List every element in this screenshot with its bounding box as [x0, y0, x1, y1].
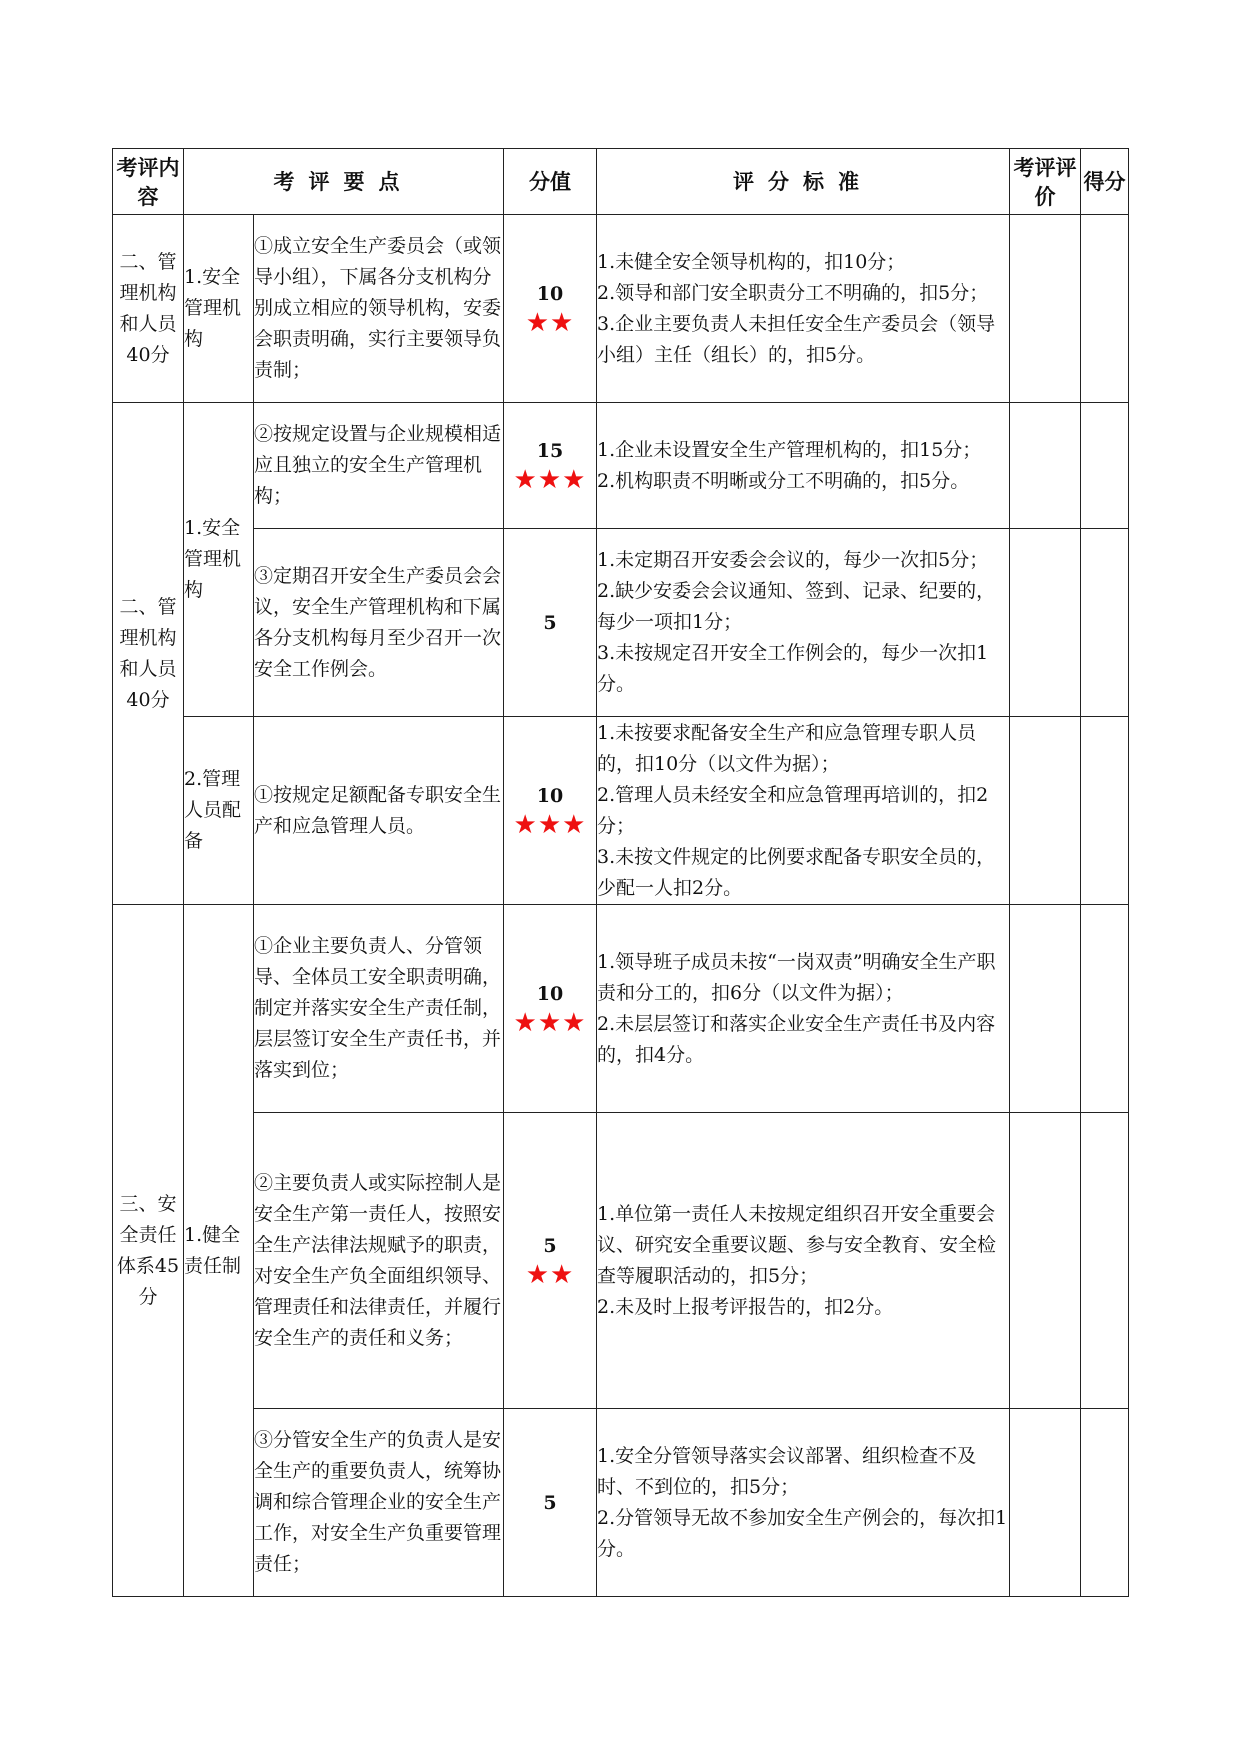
evaluation-cell[interactable] — [1010, 403, 1081, 529]
table-row — [113, 905, 1129, 1113]
evaluation-cell[interactable] — [1010, 717, 1081, 905]
star-rating-icon: ★★★ — [513, 464, 587, 495]
criteria-line: 1.未定期召开安委会会议的，每少一次扣5分； — [597, 549, 989, 571]
category-cell: 二、管理机构和人员40分 — [113, 215, 184, 403]
point-cell: ①按规定足额配备专职安全生产和应急管理人员。 — [254, 717, 504, 905]
category-cell: 三、安全责任体系45分 — [113, 905, 184, 1597]
sub-item-cell: 1.安全管理机构 — [184, 403, 254, 717]
score-value: 15 — [536, 439, 564, 462]
score-cell — [504, 1409, 597, 1597]
criteria-line: 1.未健全安全领导机构的，扣10分； — [597, 250, 906, 273]
header-criteria: 评分标准 — [597, 149, 1010, 215]
sub-item-cell: 1.安全管理机构 — [184, 215, 254, 403]
evaluation-cell[interactable] — [1010, 905, 1081, 1113]
score-cell — [504, 529, 597, 717]
criteria-line: 2.缺少安委会会议通知、签到、记录、纪要的，每少一项扣1分； — [597, 580, 996, 633]
point-cell: ③定期召开安全生产委员会会议，安全生产管理机构和下属各分支机构每月至少召开一次安全工作例会。 — [254, 529, 504, 717]
criteria-cell — [597, 1409, 1010, 1597]
score-cell — [504, 717, 597, 905]
score-cell — [504, 905, 597, 1113]
header-evaluation: 考评评价 — [1010, 149, 1081, 215]
evaluation-cell[interactable] — [1010, 1113, 1081, 1409]
table-row — [113, 717, 1129, 905]
criteria-line: 1.单位第一责任人未按规定组织召开安全重要会议、研究安全重要议题、参与安全教育、安全检查等履职活动的，扣5分； — [597, 1202, 997, 1287]
result-cell[interactable] — [1081, 1409, 1129, 1597]
evaluation-cell[interactable] — [1010, 529, 1081, 717]
sub-item-cell: 2.管理人员配备 — [184, 717, 254, 905]
evaluation-table — [112, 148, 1129, 1597]
criteria-cell — [597, 403, 1010, 529]
star-rating-icon: ★★★ — [513, 1007, 587, 1038]
star-rating-icon: ★★★ — [513, 809, 587, 840]
score-value: 10 — [536, 784, 564, 807]
score-cell — [504, 403, 597, 529]
criteria-cell — [597, 215, 1010, 403]
criteria-line: 2.分管领导无故不参加安全生产例会的，每次扣1分。 — [597, 1506, 1008, 1560]
point-cell: ②按规定设置与企业规模相适应且独立的安全生产管理机构； — [254, 403, 504, 529]
star-rating-icon: ★★ — [525, 307, 575, 338]
sub-item-cell: 1.健全责任制 — [184, 905, 254, 1597]
table-row — [113, 1409, 1129, 1597]
result-cell[interactable] — [1081, 905, 1129, 1113]
score-value: 10 — [536, 282, 564, 305]
star-rating-icon: ★★ — [525, 1259, 575, 1290]
point-cell: ②主要负责人或实际控制人是安全生产第一责任人，按照安全生产法律法规赋予的职责，对安全生产负全面组织领导、管理责任和法律责任，并履行安全生产的责任和义务； — [254, 1113, 504, 1409]
header-row — [113, 149, 1129, 215]
criteria-cell — [597, 717, 1010, 905]
category-cell: 二、管理机构和人员40分 — [113, 403, 184, 905]
criteria-line: 2.领导和部门安全职责分工不明确的，扣5分； — [597, 281, 989, 304]
criteria-line: 2.未层层签订和落实企业安全生产责任书及内容的，扣4分。 — [597, 1012, 996, 1066]
result-cell[interactable] — [1081, 529, 1129, 717]
criteria-line: 3.未按文件规定的比例要求配备专职安全员的，少配一人扣2分。 — [597, 845, 996, 899]
score-value: 10 — [536, 982, 564, 1005]
result-cell[interactable] — [1081, 1113, 1129, 1409]
score-value: 5 — [543, 1234, 557, 1257]
point-cell: ③分管安全生产的负责人是安全生产的重要负责人，统筹协调和综合管理企业的安全生产工作，对安全生产负重要管理责任； — [254, 1409, 504, 1597]
header-points: 考评要点 — [184, 149, 504, 215]
score-value: 5 — [543, 611, 557, 634]
score-cell — [504, 215, 597, 403]
table-row — [113, 215, 1129, 403]
criteria-line: 3.企业主要负责人未担任安全生产委员会（领导小组）主任（组长）的，扣5分。 — [597, 312, 996, 366]
evaluation-cell[interactable] — [1010, 1409, 1081, 1597]
criteria-cell — [597, 905, 1010, 1113]
header-score: 分值 — [504, 149, 597, 215]
score-cell — [504, 1113, 597, 1409]
result-cell[interactable] — [1081, 717, 1129, 905]
table-row — [113, 529, 1129, 717]
table-row — [113, 403, 1129, 529]
criteria-line: 2.管理人员未经安全和应急管理再培训的，扣2分； — [597, 783, 989, 837]
header-result: 得分 — [1081, 149, 1129, 215]
criteria-line: 1.未按要求配备安全生产和应急管理专职人员的，扣10分（以文件为据）； — [597, 721, 977, 775]
point-cell: ①成立安全生产委员会（或领导小组），下属各分支机构分别成立相应的领导机构，安委会职责明确，实行主要领导负责制； — [254, 215, 504, 403]
table-row — [113, 1113, 1129, 1409]
criteria-line: 2.未及时上报考评报告的，扣2分。 — [597, 1295, 894, 1318]
result-cell[interactable] — [1081, 403, 1129, 529]
criteria-line: 1.领导班子成员未按“一岗双责”明确安全生产职责和分工的，扣6分（以文件为据）； — [597, 950, 996, 1004]
criteria-line: 3.未按规定召开安全工作例会的，每少一次扣1分。 — [597, 642, 989, 695]
criteria-line: 1.企业未设置安全生产管理机构的，扣15分； — [597, 438, 982, 461]
point-cell: ①企业主要负责人、分管领导、全体员工安全职责明确，制定并落实安全生产责任制，层层签订安全生产责任书，并落实到位； — [254, 905, 504, 1113]
score-value: 5 — [543, 1491, 557, 1514]
criteria-line: 2.机构职责不明晰或分工不明确的，扣5分。 — [597, 469, 970, 492]
header-content: 考评内容 — [113, 149, 184, 215]
criteria-line: 1.安全分管领导落实会议部署、组织检查不及时、不到位的，扣5分； — [597, 1444, 977, 1498]
criteria-cell — [597, 529, 1010, 717]
evaluation-cell[interactable] — [1010, 215, 1081, 403]
result-cell[interactable] — [1081, 215, 1129, 403]
criteria-cell — [597, 1113, 1010, 1409]
